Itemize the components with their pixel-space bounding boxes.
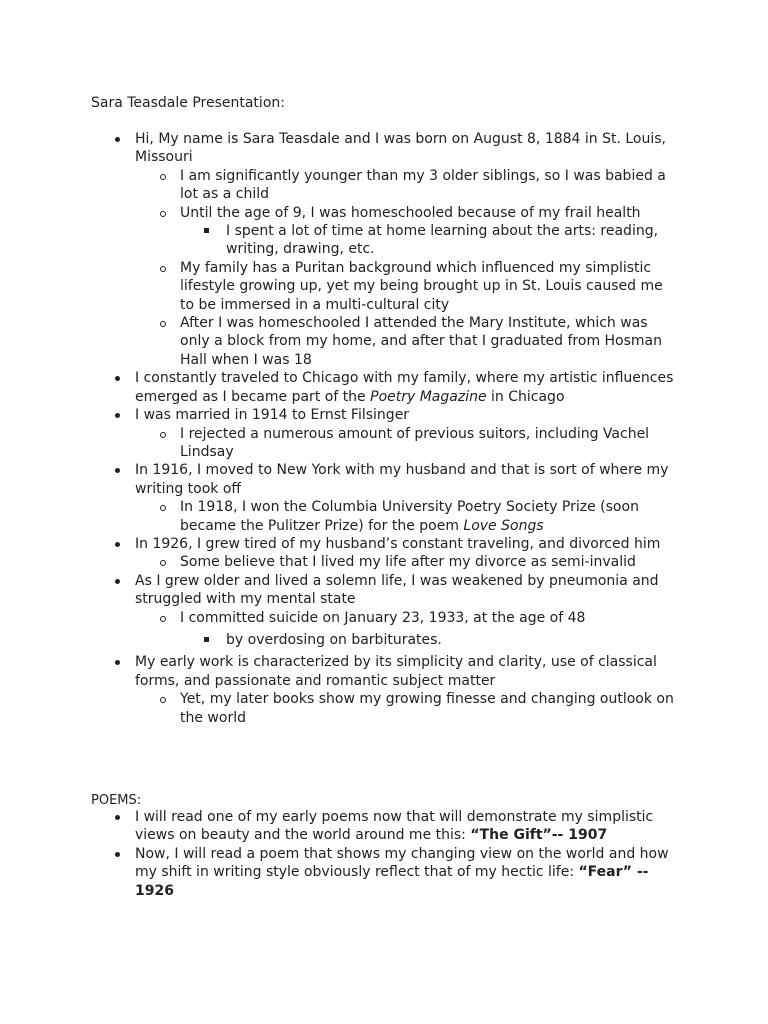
sub-list — [180, 498, 675, 535]
bio-item-text: In 1916, I moved to New York with my husband and that is sort of where my writing took off — [135, 462, 669, 497]
sub-item-prize — [180, 498, 675, 535]
sub-list — [180, 690, 675, 727]
poem-title: Love Songs — [463, 517, 544, 534]
bio-item-pneumonia — [135, 572, 675, 650]
bio-item-text: Hi, My name is Sara Teasdale and I was born on August 8, 1884 in St. Louis, Missouri — [135, 131, 667, 166]
sub-list — [180, 553, 675, 571]
sub-item-homeschool — [180, 204, 675, 259]
bio-item-birth — [135, 130, 675, 369]
sub-item-text: I rejected a numerous amount of previous suitors, including Vachel Lindsay — [180, 425, 650, 460]
bio-list — [135, 130, 675, 727]
bio-item-text: I constantly traveled to Chicago with my family, where my artistic influences emerged as I became part of the — [135, 370, 674, 405]
bio-item-new-york — [135, 461, 675, 535]
bio-item-text: I was married in 1914 to Ernst Filsinger — [135, 407, 410, 424]
bio-item-divorce — [135, 535, 675, 572]
sub-item-text: After I was homeschooled I attended the Mary Institute, which was only a block from my home, and after that I graduated from Hosman Hall when I was 18 — [180, 315, 663, 368]
sub-sub-list — [226, 631, 675, 649]
sub-list — [180, 609, 675, 650]
sub-item-text: I committed suicide on January 23, 1933, at the age of 48 — [180, 609, 586, 626]
sub-item-text: In 1918, I won the Columbia University Poetry Society Prize (soon became the Pulitzer Prize) for the poem — [180, 499, 639, 534]
sub-sub-list — [226, 222, 675, 259]
magazine-title: Poetry Magazine — [370, 388, 487, 405]
bio-item-text: in Chicago — [486, 388, 565, 405]
bio-item-married — [135, 406, 675, 461]
bio-item-text: As I grew older and lived a solemn life, I was weakened by pneumonia and struggled with my mental state — [135, 572, 659, 608]
sub-sub-item-arts — [226, 222, 675, 259]
bio-item-text: In 1926, I grew tired of my husband’s constant traveling, and divorced him — [135, 535, 661, 552]
sub-item-text: Yet, my later books show my growing finesse and changing outlook on the world — [180, 691, 674, 726]
page-title: Sara Teasdale Presentation: — [91, 95, 285, 111]
poems-heading: POEMS: — [91, 793, 142, 808]
sub-item-suitors — [180, 425, 675, 462]
sub-sub-item-text: by overdosing on barbiturates. — [226, 631, 442, 648]
sub-list — [180, 167, 675, 369]
bio-item-early-work — [135, 653, 675, 727]
sub-item-later-books — [180, 690, 675, 727]
poem-item-gift — [135, 808, 675, 845]
poem-name: “Fear” -- 1926 — [135, 864, 649, 899]
bio-item-chicago — [135, 369, 675, 406]
poem-item-fear — [135, 845, 675, 900]
poem-name: “The Gift”-- 1907 — [470, 827, 608, 844]
sub-sub-item-text: I spent a lot of time at home learning about the arts: reading, writing, drawing, etc. — [226, 223, 659, 258]
sub-list — [180, 425, 675, 462]
sub-item-text: I am significantly younger than my 3 older siblings, so I was babied a lot as a child — [180, 167, 666, 203]
bio-item-text: My early work is characterized by its simplicity and clarity, use of classical forms, and passionate and romantic subject matter — [135, 654, 657, 689]
sub-item-text: Some believe that I lived my life after my divorce as semi-invalid — [180, 554, 636, 571]
sub-item-puritan — [180, 259, 675, 314]
poem-item-text: I will read one of my early poems now that will demonstrate my simplistic views on beauty and the world around me this: — [135, 809, 654, 844]
sub-item-semi-invalid — [180, 553, 675, 571]
sub-sub-item-overdose — [226, 631, 675, 649]
poems-list — [135, 808, 675, 900]
sub-item-mary-institute — [180, 314, 675, 369]
poem-item-text: Now, I will read a poem that shows my changing view on the world and how my shift in writing style obviously reflect that of my hectic life: — [135, 845, 669, 881]
sub-item-text: Until the age of 9, I was homeschooled because of my frail health — [180, 204, 641, 221]
sub-item-death — [180, 609, 675, 650]
sub-item-text: My family has a Puritan background which influenced my simplistic lifestyle growing up, yet my being brought up in St. Louis caused me to be immersed in a multi-cultural city — [180, 259, 663, 313]
sub-item-siblings — [180, 167, 675, 204]
